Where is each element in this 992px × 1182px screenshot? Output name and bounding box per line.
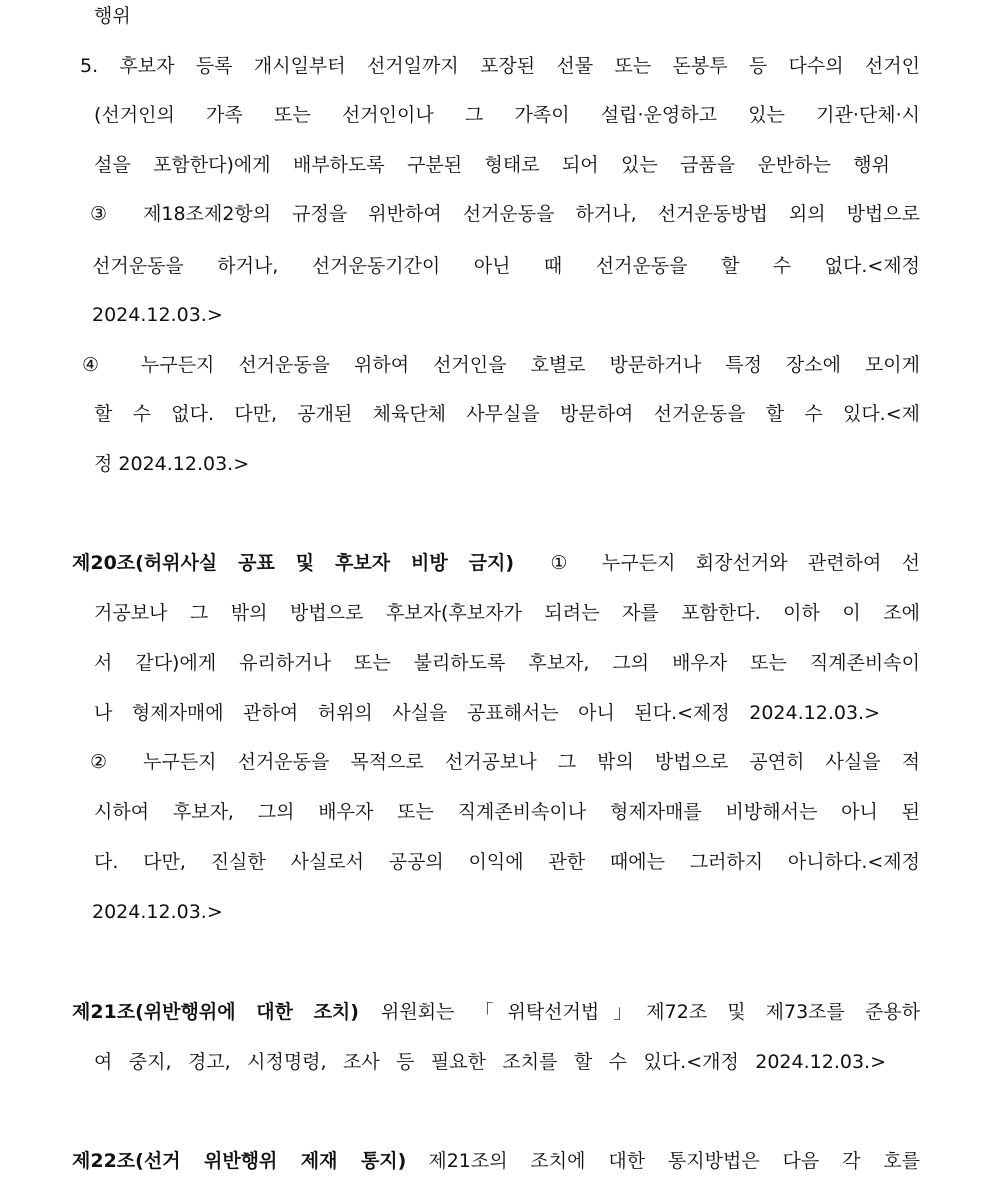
text-line: 서 같다)에게 유리하거나 또는 불리하도록 후보자, 그의 배우자 또는 직계존비속이 — [94, 652, 920, 674]
article-21-first-line — [72, 999, 920, 1025]
article-20-first-line — [72, 550, 920, 576]
article-21-text: 위원회는 「위탁선거법」제72조 및 제73조를 준용하 — [380, 1001, 921, 1023]
article-22-text: 제21조의 조치에 대한 통지방법은 다음 각 호를 — [428, 1150, 920, 1172]
text-line: 나 형제자매에 관하여 허위의 사실을 공표해서는 아니 된다.<제정 2024.12.03.> — [94, 702, 880, 724]
text-line: 정 2024.12.03.> — [94, 453, 250, 475]
text-line: (선거인의 가족 또는 선거인이나 그 가족이 설립·운영하고 있는 기관·단체·시 — [94, 104, 920, 126]
text-line: 선거운동을 하거나, 선거운동기간이 아닌 때 선거운동을 할 수 없다.<제정 — [92, 255, 920, 277]
text-line: 2024.12.03.> — [92, 304, 223, 326]
text-line: 다. 다만, 진실한 사실로서 공공의 이익에 관한 때에는 그러하지 아니하다.<제정 — [94, 851, 920, 873]
text-line: 행위 — [94, 5, 131, 27]
article-21-heading: 제21조(위반행위에 대한 조치) — [72, 1001, 359, 1023]
text-line: 할 수 없다. 다만, 공개된 체육단체 사무실을 방문하여 선거운동을 할 수 있다.<제 — [94, 403, 920, 425]
text-line: 거공보나 그 밖의 방법으로 후보자(후보자가 되려는 자를 포함한다. 이하 이 조에 — [94, 602, 920, 624]
text-line: ② 누구든지 선거운동을 목적으로 선거공보나 그 밖의 방법으로 공연히 사실을 적 — [90, 751, 920, 773]
text-line: 5. 후보자 등록 개시일부터 선거일까지 포장된 선물 또는 돈봉투 등 다수의 선거인 — [80, 55, 920, 77]
article-20-heading: 제20조(허위사실 공표 및 후보자 비방 금지) — [72, 552, 515, 574]
article-22-first-line — [72, 1148, 920, 1174]
text-line: ④ 누구든지 선거운동을 위하여 선거인을 호별로 방문하거나 특정 장소에 모이게 — [82, 354, 920, 376]
text-line: 2024.12.03.> — [92, 901, 223, 923]
article-22-heading: 제22조(선거 위반행위 제재 통지) — [72, 1150, 407, 1172]
text-line: 설을 포함한다)에게 배부하도록 구분된 형태로 되어 있는 금품을 운반하는 행위 — [94, 154, 890, 176]
article-20-text: ① 누구든지 회장선거와 관련하여 선 — [536, 552, 920, 574]
text-line: ③ 제18조제2항의 규정을 위반하여 선거운동을 하거나, 선거운동방법 외의 방법으로 — [90, 203, 920, 225]
text-line: 시하여 후보자, 그의 배우자 또는 직계존비속이나 형제자매를 비방해서는 아니 된 — [94, 801, 920, 823]
text-line: 여 중지, 경고, 시정명령, 조사 등 필요한 조치를 할 수 있다.<개정 2024.12.03.> — [94, 1051, 886, 1073]
